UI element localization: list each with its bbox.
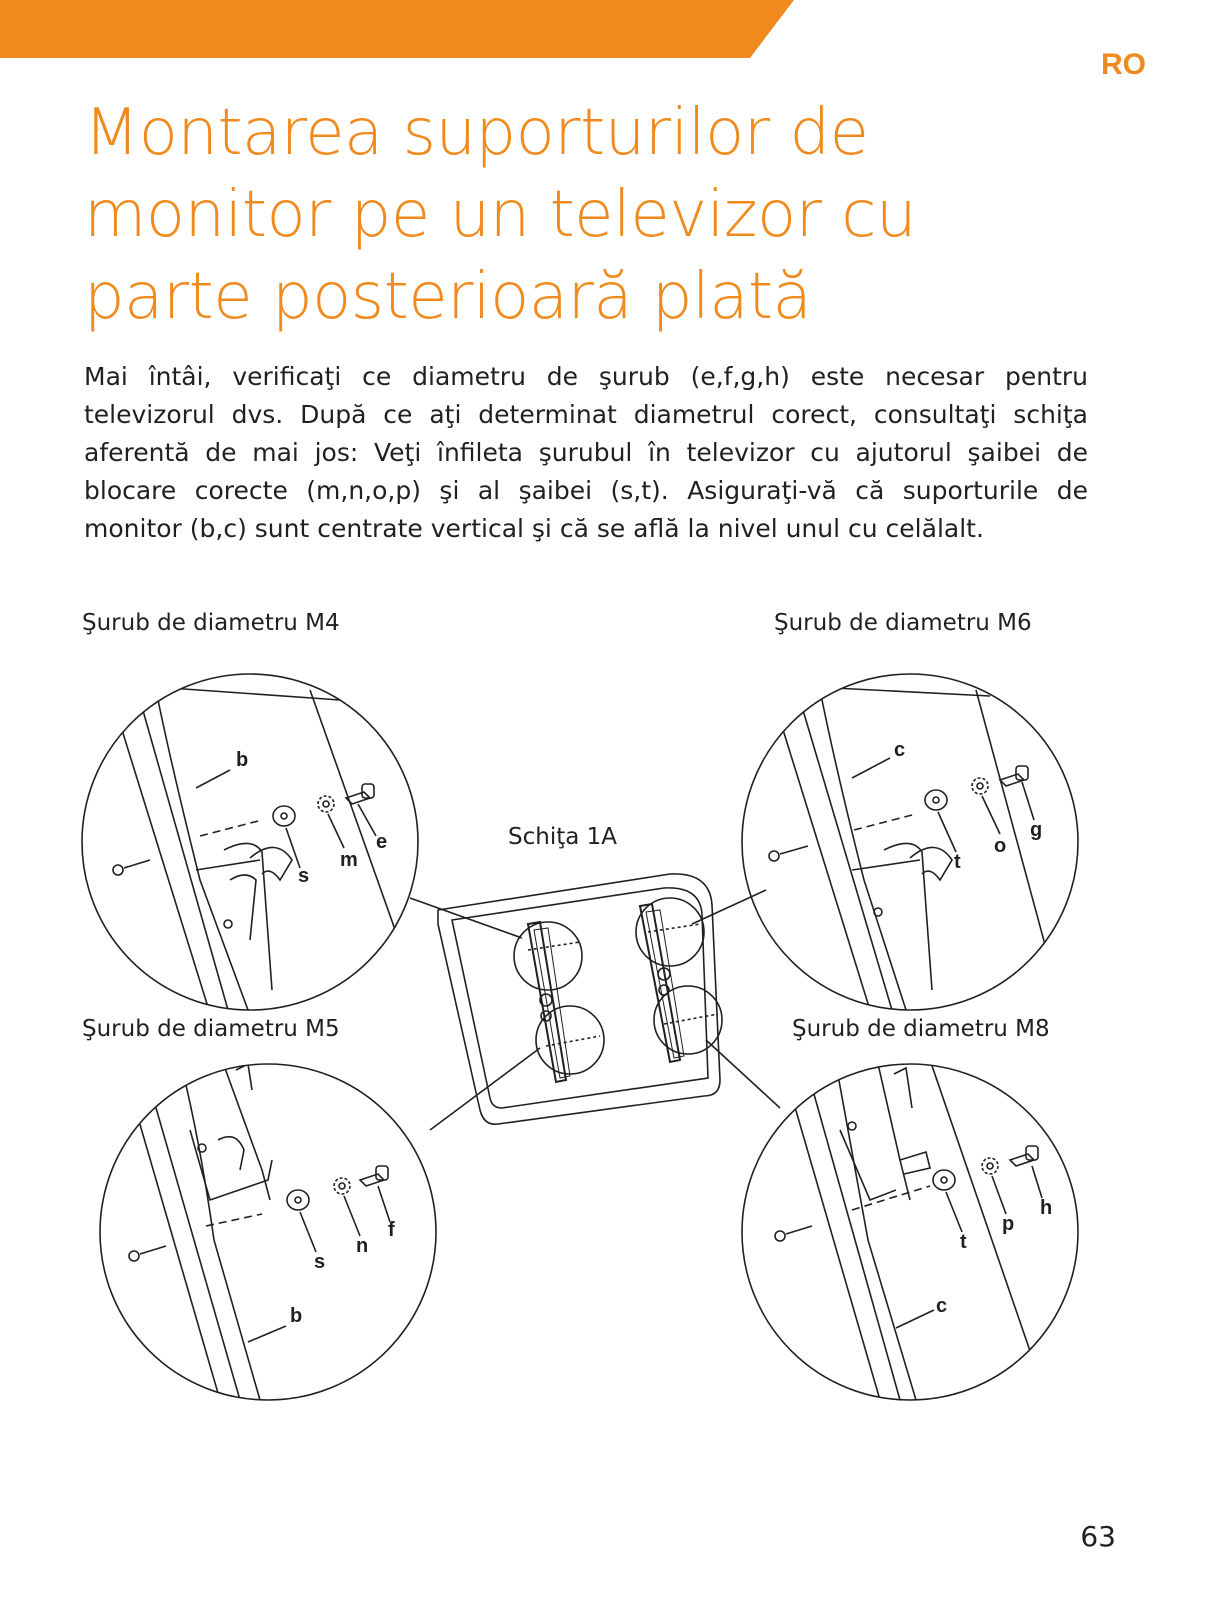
callout-m6-lock-washer: o — [994, 835, 1007, 857]
language-tag: RO — [1101, 48, 1146, 81]
heading-m6: Şurub de diametru M6 — [774, 610, 1032, 636]
leader-m5 — [430, 1048, 540, 1130]
detail-m8 — [775, 1060, 1040, 1400]
callout-m5-washer: s — [314, 1251, 326, 1273]
callout-m6-bracket: c — [894, 739, 906, 761]
callout-m6-washer: t — [954, 851, 961, 873]
title-line-1: Montarea suporturilor de — [84, 96, 869, 170]
heading-m5: Şurub de diametru M5 — [82, 1016, 340, 1042]
page-number: 63 — [1080, 1520, 1116, 1553]
callout-m5-bracket: b — [290, 1305, 303, 1327]
callout-m4-washer: s — [298, 865, 310, 887]
callout-m6-screw: g — [1030, 819, 1043, 841]
callout-m4-bracket: b — [236, 749, 249, 771]
tv-back-sketch — [438, 874, 722, 1124]
title-line-3: parte posterioară plată — [84, 260, 812, 334]
sketch-circle-bl — [536, 1006, 604, 1074]
callout-m8-bracket: c — [936, 1295, 948, 1317]
detail-circle-m4 — [82, 674, 418, 1010]
sketch-circle-tl — [514, 922, 582, 990]
callout-m5-lock-washer: n — [356, 1235, 369, 1257]
callout-m4-screw: e — [376, 831, 388, 853]
title-line-2: monitor pe un televizor cu — [84, 178, 916, 252]
sketch-circle-tr — [636, 898, 704, 966]
callout-m4-lock-washer: m — [340, 849, 358, 871]
detail-circle-m6 — [742, 674, 1078, 1010]
callout-m8-lock-washer: p — [1002, 1213, 1015, 1235]
detail-m6 — [769, 688, 1060, 1010]
detail-m4 — [113, 688, 420, 1020]
detail-circle-m5 — [100, 1064, 436, 1400]
callout-m8-screw: h — [1040, 1197, 1053, 1219]
sketch-label: Schiţa 1A — [508, 824, 618, 850]
callout-m8-washer: t — [960, 1231, 967, 1253]
intro-paragraph: Mai întâi, verificaţi ce diametru de şurub (e,f,g,h) este necesar pentru televizorul dvs. După ce aţi determinat diametrul corect, consultaţi schiţa aferentă de mai jos: Veţi înfileta şurubul în televizor cu ajutorul şaibei de blocare corecte (m,n,o,p) şi al şaibei (s,t). Asiguraţi-vă că suporturile de monitor (b,c) sunt centrate vertical şi că se află la nivel unul cu celălalt. — [84, 362, 1088, 543]
heading-m8: Şurub de diametru M8 — [792, 1016, 1050, 1042]
heading-m4: Şurub de diametru M4 — [82, 610, 340, 636]
callout-m5-screw: f — [388, 1219, 395, 1241]
leader-m8 — [706, 1040, 780, 1108]
